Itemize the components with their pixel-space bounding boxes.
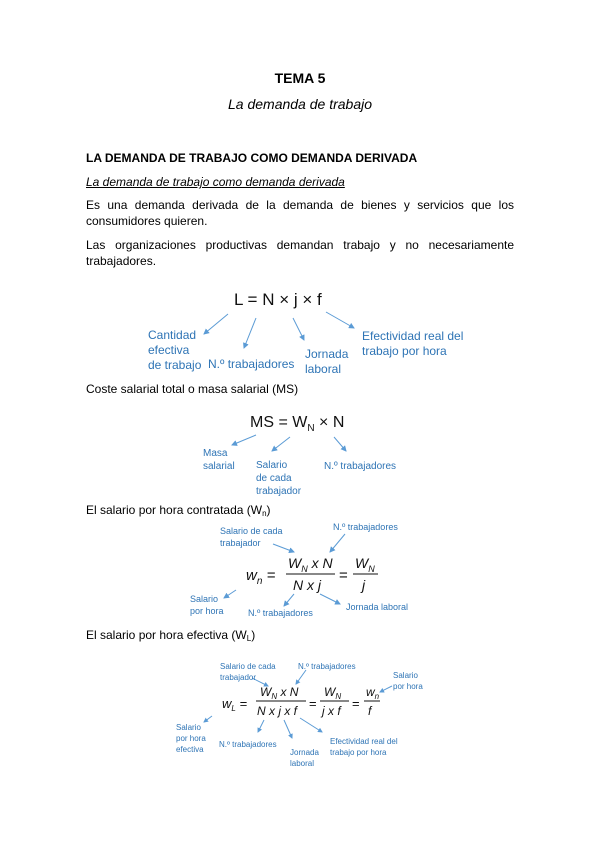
label-jornada: Jornada xyxy=(290,748,319,757)
svg-text:wn =: $w_n$ = xyxy=(246,567,276,587)
label-masa-salarial: Coste salarial total o masa salarial (MS) xyxy=(86,382,299,396)
svg-text:N x j: N x j xyxy=(293,577,321,593)
label-efectiva: efectiva xyxy=(176,745,204,754)
label-num-trabajadores-top: N.º trabajadores xyxy=(333,522,398,532)
hourly-wage-diagram xyxy=(0,518,600,618)
arrow xyxy=(293,318,304,340)
wage-bill-formula: MS = $W_N \times N$ xyxy=(250,414,345,434)
arrow xyxy=(224,590,236,598)
svg-text:f: f xyxy=(368,704,372,718)
label-salario-de-cada: Salario de cada xyxy=(220,662,276,671)
label-efectividad: Efectividad real del xyxy=(330,737,398,746)
arrow xyxy=(204,716,212,722)
arrow xyxy=(330,534,345,552)
arrow xyxy=(320,594,340,604)
label-num-trabajadores-bottom: N.º trabajadores xyxy=(248,608,313,618)
svg-text:j x f: j x f xyxy=(322,704,341,718)
label-salario-right: Salario xyxy=(393,671,418,680)
label-trabajador: trabajador xyxy=(220,538,261,548)
subsection-heading: La demanda de trabajo como demanda derivada xyxy=(86,175,345,189)
effective-wage-formula xyxy=(222,685,380,718)
arrow xyxy=(284,594,294,606)
label-salario-de-cada: Salario de cada xyxy=(220,526,283,536)
label-trabajo-por-hora: trabajo por hora xyxy=(330,748,387,757)
svg-text:=: = xyxy=(309,696,317,711)
label-trabajador: trabajador xyxy=(220,673,257,682)
label-num-trabajadores-bottom: N.º trabajadores xyxy=(219,740,277,749)
wage-bill-diagram xyxy=(0,405,600,500)
label-laboral: laboral xyxy=(290,759,315,768)
svg-text:j: j xyxy=(362,577,366,593)
label-laboral: laboral xyxy=(305,362,342,376)
arrow xyxy=(273,544,294,552)
svg-text:=: = xyxy=(352,696,360,711)
label-salario-hora-efectiva: El salario por hora efectiva $(W_L)$ xyxy=(86,628,256,643)
label-salarial: salarial xyxy=(203,461,235,472)
arrow xyxy=(284,720,292,738)
label-efectividad: Efectividad real del xyxy=(362,329,464,343)
arrow xyxy=(258,720,264,732)
paragraph-1: Es una demanda derivada de la demanda de bienes y servicios que los consumidores quieren. xyxy=(86,198,514,228)
label-salario-left: Salario xyxy=(176,723,201,732)
arrow xyxy=(380,686,392,692)
label-salario: Salario xyxy=(190,594,219,604)
label-por-hora-left: por hora xyxy=(176,734,206,743)
labor-formula: L = N × j × f xyxy=(234,290,322,309)
label-jornada-laboral: Jornada laboral xyxy=(346,602,409,612)
page-title: TEMA 5 xyxy=(274,70,326,86)
paragraph-2: Las organizaciones productivas demandan trabajo y no necesariamente trabajadores. xyxy=(86,238,514,268)
label-de-trabajo: de trabajo xyxy=(148,358,202,372)
svg-text:=: = xyxy=(339,567,348,584)
label-efectiva: efectiva xyxy=(148,343,190,357)
svg-text:wn: $w_n$ xyxy=(366,685,380,701)
svg-text:WN: $W_N$ xyxy=(355,555,375,574)
arrow xyxy=(334,437,346,451)
label-salario: Salario xyxy=(256,460,288,471)
section-heading: LA DEMANDA DE TRABAJO COMO DEMANDA DERIVADA xyxy=(86,151,418,165)
arrow xyxy=(244,318,256,348)
svg-text:wL =: $w_L$ = xyxy=(222,696,248,713)
svg-text:WN x N: $W_N$ x N xyxy=(288,555,333,574)
svg-text:WN: $W_N$ xyxy=(324,685,342,701)
hourly-wage-formula xyxy=(246,555,378,593)
label-trabajo-por-hora: trabajo por hora xyxy=(362,344,447,358)
label-jornada: Jornada xyxy=(305,347,349,361)
label-trabajador: trabajador xyxy=(256,486,302,497)
arrow xyxy=(326,312,354,328)
arrow xyxy=(204,314,228,334)
page-subtitle: La demanda de trabajo xyxy=(228,96,372,112)
label-cantidad: Cantidad xyxy=(148,328,197,342)
label-num-trabajadores: N.º trabajadores xyxy=(208,357,295,371)
arrow xyxy=(272,437,290,451)
label-salario-hora-contratada: El salario por hora contratada $(W_n)$ xyxy=(86,503,271,518)
arrow xyxy=(296,670,306,684)
label-num-trabajadores: N.º trabajadores xyxy=(324,461,397,472)
arrow xyxy=(300,718,322,732)
effective-wage-diagram xyxy=(0,656,600,771)
label-por-hora-right: por hora xyxy=(393,682,423,691)
label-masa: Masa xyxy=(203,448,228,459)
labor-formula-diagram xyxy=(0,278,600,383)
label-por-hora: por hora xyxy=(190,606,224,616)
svg-text:WN x N: $W_N$ x N xyxy=(260,685,299,701)
arrow xyxy=(232,435,256,445)
svg-text:N x j x f: N x j x f xyxy=(257,704,298,718)
label-num-trabajadores-top: N.º trabajadores xyxy=(298,662,356,671)
label-de-cada: de cada xyxy=(256,473,292,484)
